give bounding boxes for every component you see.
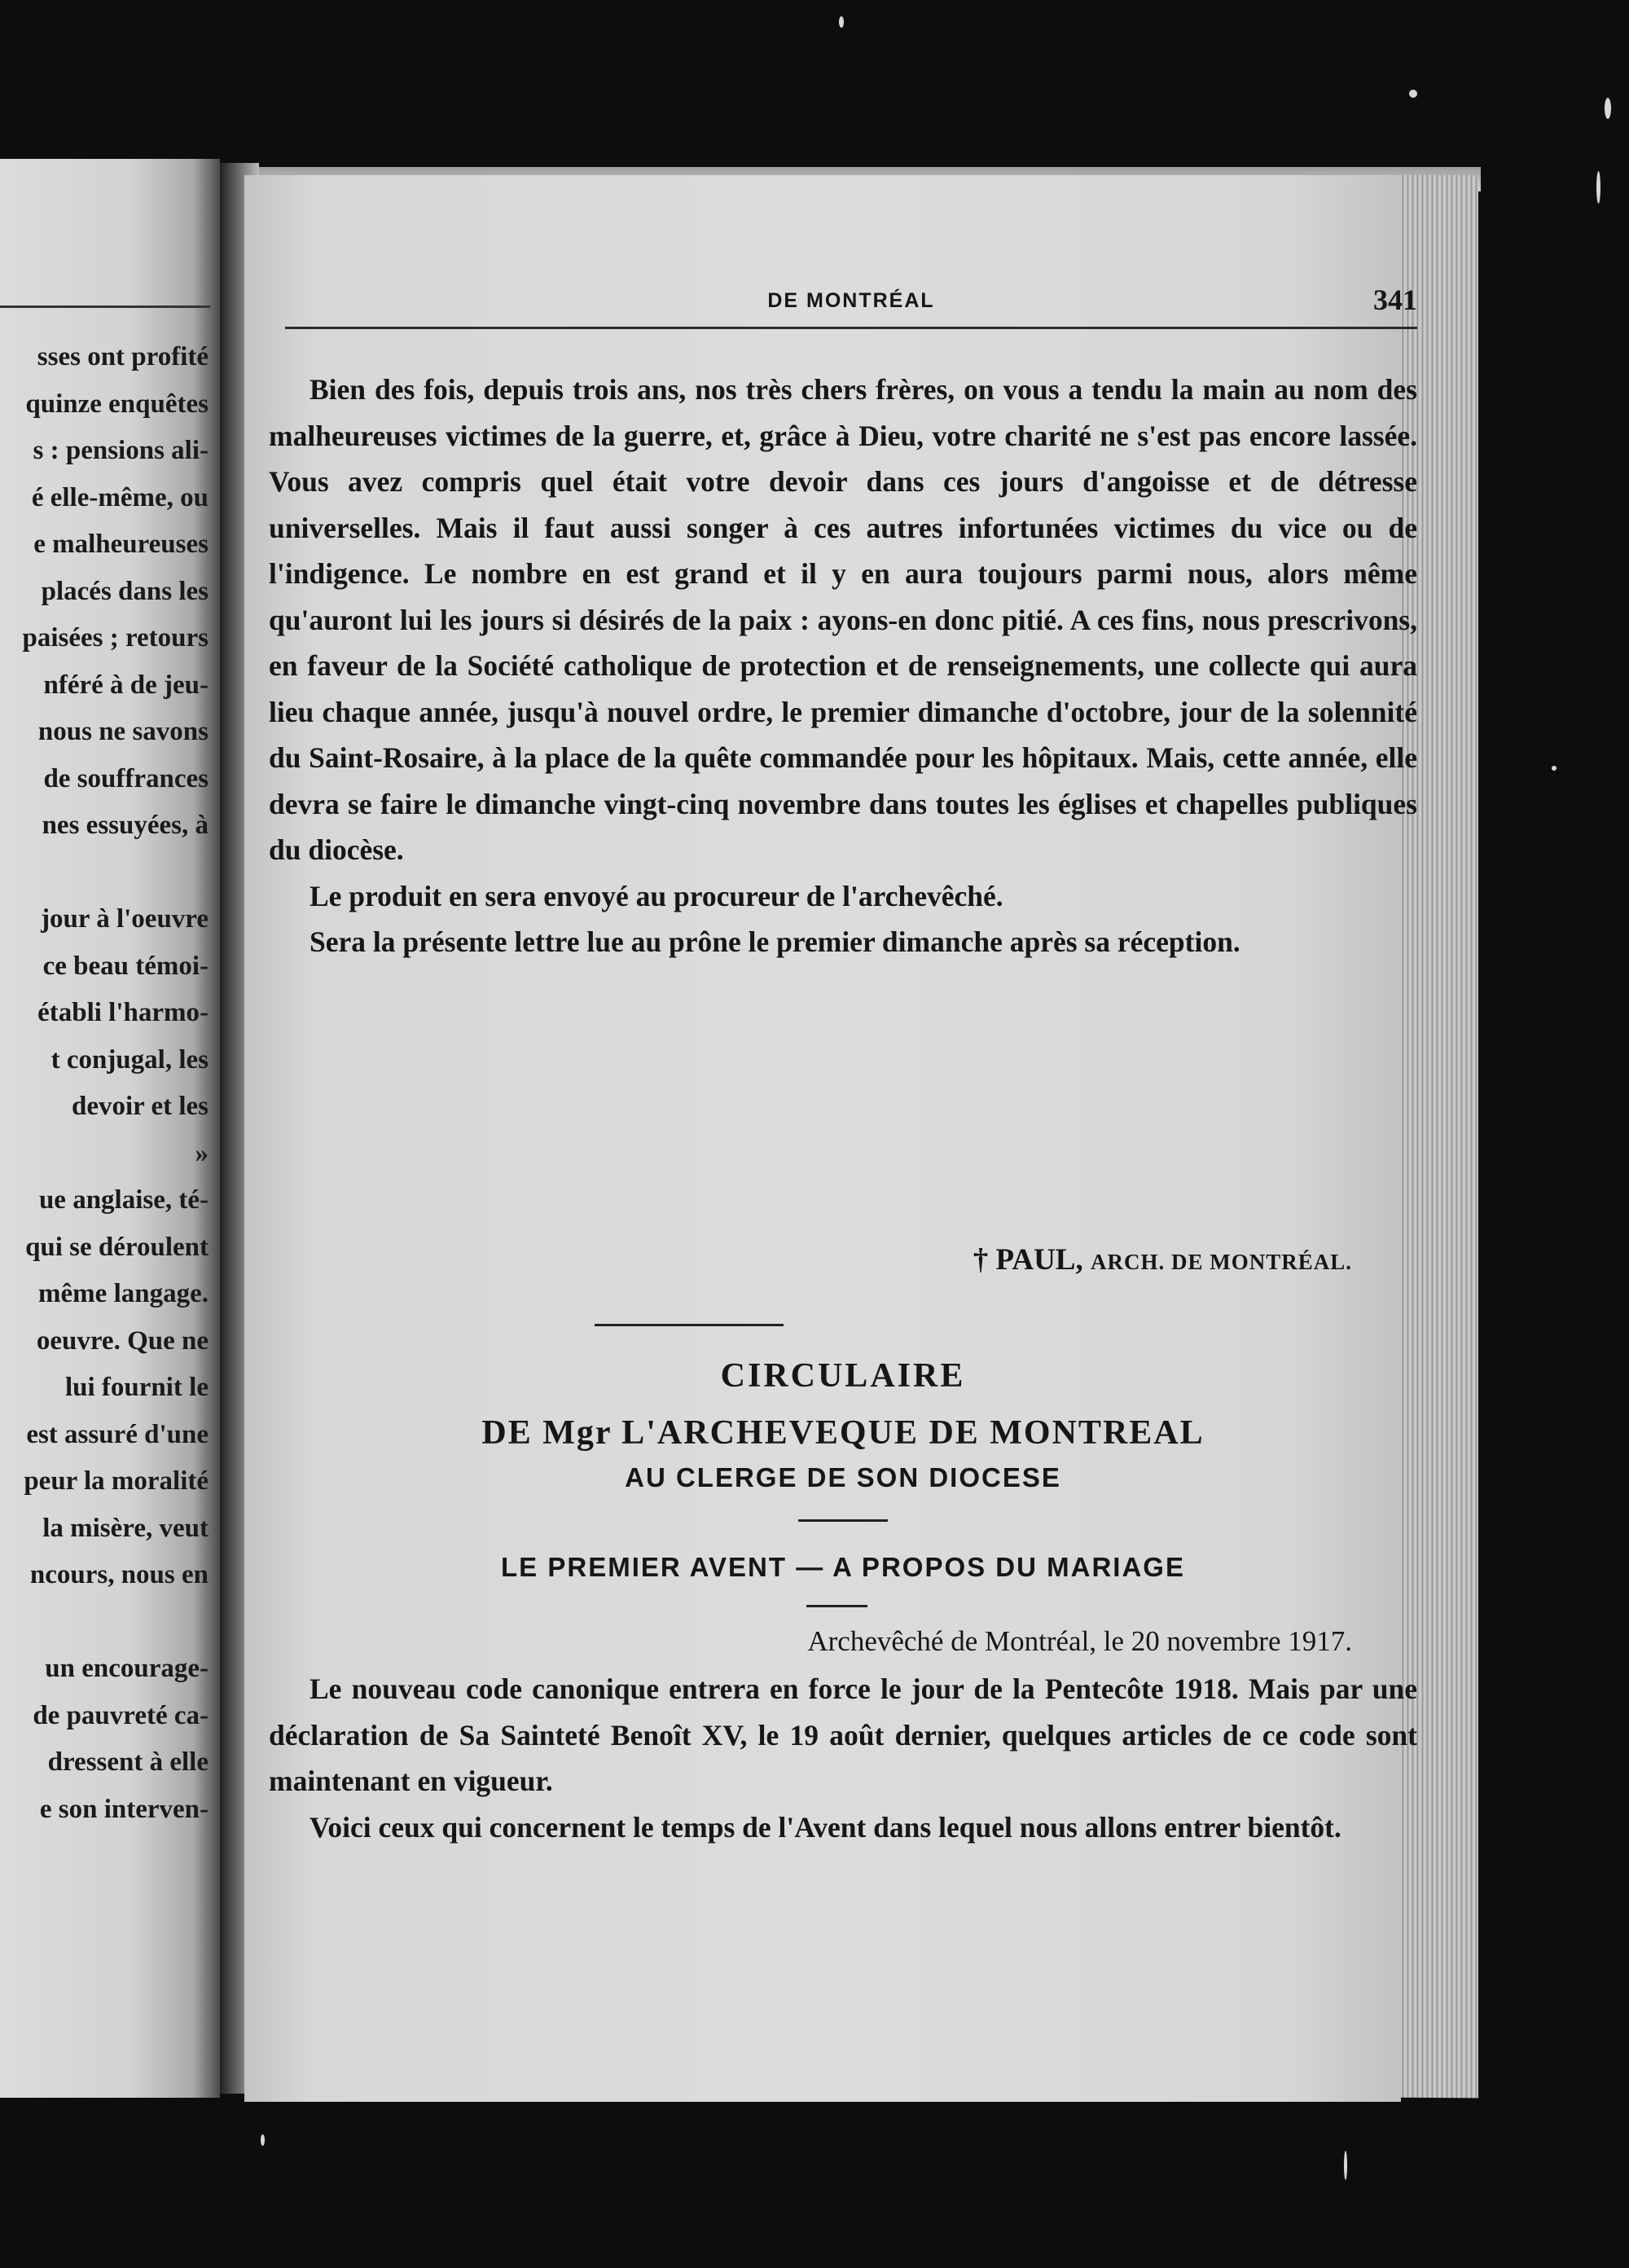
circular-topic: LE PREMIER AVENT — A PROPOS DU MARIAGE: [501, 1552, 1185, 1582]
paragraph: Le produit en sera envoyé au procureur de l'archevêché.: [310, 879, 1003, 912]
scan-speck: [1552, 766, 1557, 771]
left-page-text: [0, 334, 209, 1833]
scan-speck: [839, 16, 844, 28]
left-page-line: un encourage-: [45, 1654, 209, 1683]
section-rule: [798, 1519, 888, 1522]
left-page: [0, 159, 220, 2098]
running-head: DE MONTRÉAL: [767, 289, 935, 312]
left-page-line: de pauvreté ca-: [33, 1700, 209, 1730]
left-page-line: ce beau témoi-: [42, 951, 209, 981]
circular-title: CIRCULAIRE: [720, 1357, 966, 1395]
left-page-line: jour à l'oeuvre: [41, 904, 209, 934]
signature-title: ARCH. DE MONTRÉAL.: [1090, 1250, 1352, 1274]
page-header: [285, 284, 1417, 338]
left-page-line: »: [195, 1138, 209, 1168]
left-page-line: peur la moralité: [24, 1466, 209, 1496]
paragraph: Voici ceux qui concernent le temps de l'Avent dans lequel nous allons entrer bientôt.: [310, 1810, 1341, 1844]
circular-body: [269, 1666, 1417, 1850]
left-page-line: s : pensions ali-: [33, 436, 209, 465]
left-page-line: e malheureuses: [33, 530, 209, 559]
left-page-line: nféré à de jeu-: [43, 670, 209, 700]
left-page-line: ue anglaise, té-: [38, 1185, 209, 1215]
dateline: Archevêché de Montréal, le 20 novembre 1917.: [807, 1625, 1352, 1657]
left-page-line: lui fournit le: [64, 1373, 209, 1402]
section-rule: [595, 1324, 784, 1326]
scan-speck: [261, 2134, 265, 2146]
left-page-line: devoir et les: [71, 1092, 209, 1121]
left-page-line: même langage.: [38, 1279, 209, 1308]
left-page-line: placés dans les: [41, 576, 209, 606]
paragraph: Sera la présente lettre lue au prône le premier dimanche après sa réception.: [310, 925, 1240, 958]
left-page-line: la misère, veut: [42, 1513, 209, 1543]
left-page-line: sses ont profité: [37, 342, 209, 371]
signature-name: † PAUL,: [973, 1243, 1083, 1277]
left-page-line: oeuvre. Que ne: [36, 1325, 209, 1356]
left-page-line: qui se déroulent: [25, 1232, 209, 1262]
scan-speck: [1596, 171, 1600, 204]
scan-speck: [1409, 90, 1417, 98]
left-page-line: e son interven-: [39, 1794, 209, 1824]
scan-speck: [1605, 98, 1611, 119]
left-page-line: de souffrances: [43, 763, 209, 793]
left-page-line: nous ne savons: [37, 717, 209, 746]
left-page-line: établi l'harmo-: [37, 998, 209, 1027]
header-rule: [285, 327, 1417, 329]
page-number: 341: [1373, 284, 1417, 316]
letter-body: [269, 367, 1417, 965]
left-page-line: dressent à elle: [47, 1747, 209, 1777]
left-page-line: [0, 1599, 209, 1646]
left-header-rule: [0, 305, 210, 308]
section-rule: [806, 1605, 867, 1607]
left-page-line: [0, 850, 209, 897]
left-page-line: é elle-même, ou: [31, 482, 209, 512]
left-page-line: quinze enquêtes: [25, 389, 209, 419]
paragraph: Bien des fois, depuis trois ans, nos très chers frères, on vous a tendu la main au nom des malheureuses victimes de la guerre, et, grâce à Dieu, votre charité ne s'est pas encore lassée. Vous avez compris quel était votre devoir dans ces jours d'angoisse et de détresse universelles. Mais il faut aussi songer à ces autres infortunées victimes du vice ou de l'indigence. Le nombre en est grand et il y en aura toujours parmi nous, alors même qu'auront lui les jours si désirés de la paix : ayons-en donc pitié. A ces fins, nous prescrivons, en faveur de la Société catholique de protection et de renseignements, une collecte qui aura lieu chaque année, jusqu'à nouvel ordre, le premier dimanche d'octobre, jour de la solennité du Saint-Rosaire, à la place de la quête commandée pour les hôpitaux. Mais, cette année, elle devra se faire le dimanche vingt-cinq novembre dans toutes les églises et chapelles publiques du diocèse.: [269, 373, 1417, 866]
main-page: [244, 175, 1417, 2102]
left-page-line: nes essuyées, à: [42, 811, 209, 840]
left-page-line: t conjugal, les: [50, 1044, 209, 1075]
circular-subtitle: DE Mgr L'ARCHEVEQUE DE MONTREAL: [481, 1414, 1205, 1452]
paragraph: Le nouveau code canonique entrera en force le jour de la Pentecôte 1918. Mais par une déclaration de Sa Sainteté Benoît XV, le 19 août dernier, quelques articles de ce code sont maintenant en vigueur.: [269, 1672, 1417, 1797]
left-page-line: paisées ; retours: [22, 623, 209, 653]
left-page-line: est assuré d'une: [26, 1419, 209, 1449]
scan-speck: [1344, 2151, 1347, 2180]
left-page-line: ncours, nous en: [29, 1560, 209, 1589]
circular-subtitle-2: AU CLERGE DE SON DIOCESE: [625, 1462, 1061, 1492]
signature: [269, 1242, 1352, 1277]
